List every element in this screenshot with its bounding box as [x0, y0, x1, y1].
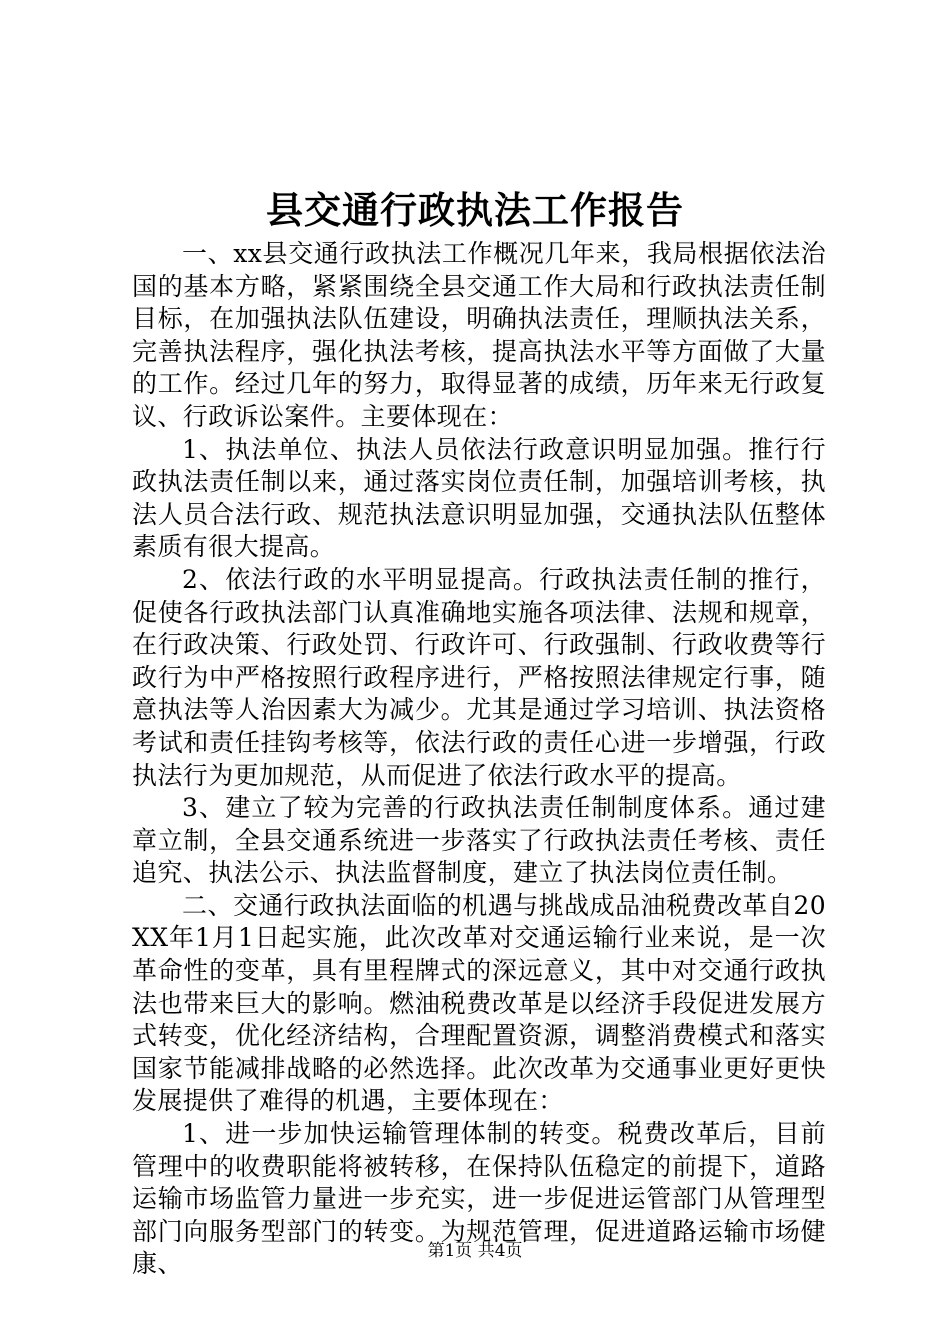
paragraph-opportunity-1: 1、进一步加快运输管理体制的转变。税费改革后，目前管理中的收费职能将被转移，在保持队伍稳定的前提下，道路运输市场监管力量进一步充实，进一步促进运管部门从管理型部门向服务型部门的转变。为规范管理，促进道路运输市场健康、: [132, 1119, 826, 1279]
page-footer: 第1页 共4页: [427, 1241, 523, 1261]
document-title: 县交通行政执法工作报告: [266, 188, 684, 232]
document-body: [132, 238, 826, 1281]
paragraph-overview: 一、xx县交通行政执法工作概况几年来，我局根据依法治国的基本方略，紧紧围绕全县交通工作大局和行政执法责任制目标，在加强执法队伍建设，明确执法责任，理顺执法关系，完善执法程序，强化执法考核，提高执法水平等方面做了大量的工作。经过几年的努力，取得显著的成绩，历年来无行政复议、行政诉讼案件。主要体现在：: [132, 239, 826, 431]
paragraph-point-3: 3、建立了较为完善的行政执法责任制制度体系。通过建章立制，全县交通系统进一步落实了行政执法责任考核、责任追究、执法公示、执法监督制度，建立了执法岗位责任制。: [132, 793, 826, 888]
paragraph-point-1: 1、执法单位、执法人员依法行政意识明显加强。推行行政执法责任制以来，通过落实岗位责任制，加强培训考核，执法人员合法行政、规范执法意识明显加强，交通执法队伍整体素质有很大提高。: [132, 434, 826, 562]
paragraph-opportunities: 二、交通行政执法面临的机遇与挑战成品油税费改革自20XX年1月1日起实施，此次改革对交通运输行业来说，是一次革命性的变革，具有里程牌式的深远意义，其中对交通行政执法也带来巨大的影响。燃油税费改革是以经济手段促进发展方式转变，优化经济结构，合理配置资源，调整消费模式和落实国家节能减排战略的必然选择。此次改革为交通事业更好更快发展提供了难得的机遇，主要体现在：: [132, 890, 826, 1116]
paragraph-point-2: 2、依法行政的水平明显提高。行政执法责任制的推行，促使各行政执法部门认真准确地实施各项法律、法规和规章，在行政决策、行政处罚、行政许可、行政强制、行政收费等行政行为中严格按照行政程序进行，严格按照法律规定行事，随意执法等人治因素大为减少。尤其是通过学习培训、执法资格考试和责任挂钩考核等，依法行政的责任心进一步增强，行政执法行为更加规范，从而促进了依法行政水平的提高。: [132, 564, 826, 790]
